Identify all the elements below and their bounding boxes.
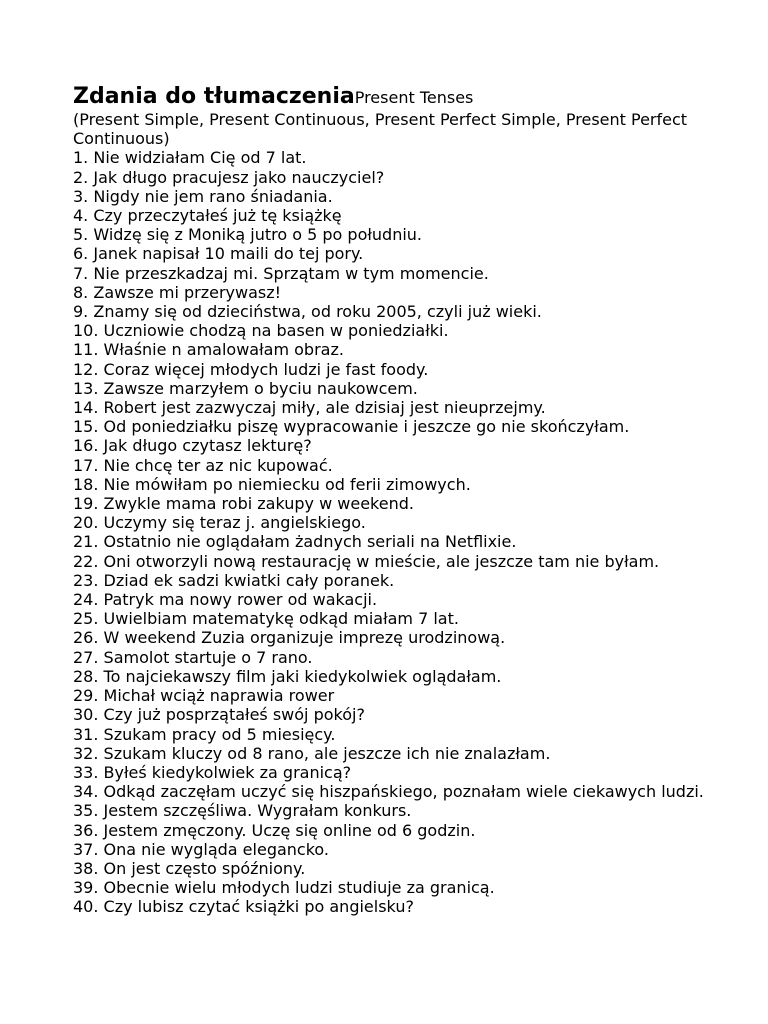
sentence-item: 9. Znamy się od dzieciństwa, od roku 2005, czyli już wieki. — [73, 302, 542, 322]
sentence-item: 36. Jestem zmęczony. Uczę się online od 6 godzin. — [73, 820, 476, 840]
page-subtitle: Present Tenses — [354, 88, 474, 107]
sentence-item: 10. Uczniowie chodzą na basen w poniedziałki. — [73, 321, 449, 341]
sentence-item: 33. Byłeś kiedykolwiek za granicą? — [73, 762, 352, 782]
sentence-item: 14. Robert jest zazwyczaj miły, ale dzisiaj jest nieuprzejmy. — [73, 398, 546, 418]
sentence-item: 11. Właśnie n amalowałam obraz. — [73, 340, 344, 360]
sentence-item: 22. Oni otworzyli nową restaurację w mieście, ale jeszcze tam nie byłam. — [73, 551, 660, 571]
sentence-item: 6. Janek napisał 10 maili do tej pory. — [73, 244, 364, 264]
sentence-item: 29. Michał wciąż naprawia rower — [73, 686, 335, 706]
sentence-item: 12. Coraz więcej młodych ludzi je fast foody. — [73, 359, 429, 379]
sentence-item: 8. Zawsze mi przerywasz! — [73, 282, 282, 302]
sentence-item: 40. Czy lubisz czytać książki po angielsku? — [73, 897, 414, 917]
sentence-item: 15. Od poniedziałku piszę wypracowanie i jeszcze go nie skończyłam. — [73, 417, 630, 437]
page-title: Zdania do tłumaczenia — [73, 84, 355, 109]
sentence-item: 24. Patryk ma nowy rower od wakacji. — [73, 590, 378, 610]
sentence-item: 18. Nie mówiłam po niemiecku od ferii zimowych. — [73, 474, 471, 494]
sentence-item: 31. Szukam pracy od 5 miesięcy. — [73, 724, 336, 744]
sentence-item: 19. Zwykle mama robi zakupy w weekend. — [73, 494, 414, 514]
sentence-item: 1. Nie widziałam Cię od 7 lat. — [73, 148, 307, 168]
sentence-item: 2. Jak długo pracujesz jako nauczyciel? — [73, 167, 385, 187]
sentence-item: 34. Odkąd zaczęłam uczyć się hiszpańskiego, poznałam wiele ciekawych ludzi. — [73, 782, 704, 802]
sentence-item: 38. On jest często spóźniony. — [73, 858, 306, 878]
title-line — [73, 84, 713, 110]
document-page — [73, 84, 713, 917]
sentence-item: 26. W weekend Zuzia organizuje imprezę urodzinową. — [73, 628, 506, 648]
sentence-item: 27. Samolot startuje o 7 rano. — [73, 647, 313, 667]
sentence-item: 20. Uczymy się teraz j. angielskiego. — [73, 513, 366, 533]
sentence-item: 7. Nie przeszkadzaj mi. Sprzątam w tym momencie. — [73, 263, 489, 283]
sentence-item: 5. Widzę się z Moniką jutro o 5 po południu. — [73, 225, 423, 245]
sentence-item: 30. Czy już posprzątałeś swój pokój? — [73, 705, 365, 725]
sentence-item: 25. Uwielbiam matematykę odkąd miałam 7 lat. — [73, 609, 459, 629]
sentence-item: 13. Zawsze marzyłem o byciu naukowcem. — [73, 378, 418, 398]
tenses-note: (Present Simple, Present Continuous, Present Perfect Simple, Present Perfect Continuous) — [73, 110, 688, 149]
sentence-item: 4. Czy przeczytałeś już tę książkę — [73, 206, 342, 226]
sentence-item: 21. Ostatnio nie oglądałam żadnych seriali na Netflixie. — [73, 532, 517, 552]
sentence-item: 3. Nigdy nie jem rano śniadania. — [73, 186, 333, 206]
sentence-item: 32. Szukam kluczy od 8 rano, ale jeszcze ich nie znalazłam. — [73, 743, 551, 763]
sentence-item: 37. Ona nie wygląda elegancko. — [73, 839, 329, 859]
sentence-list — [73, 148, 713, 916]
sentence-item: 23. Dziad ek sadzi kwiatki cały poranek. — [73, 570, 395, 590]
sentence-item: 35. Jestem szczęśliwa. Wygrałam konkurs. — [73, 801, 412, 821]
sentence-item: 28. To najciekawszy film jaki kiedykolwiek oglądałam. — [73, 666, 502, 686]
sentence-item: 16. Jak długo czytasz lekturę? — [73, 436, 312, 456]
sentence-item: 39. Obecnie wielu młodych ludzi studiuje za granicą. — [73, 878, 495, 898]
sentence-item: 17. Nie chcę ter az nic kupować. — [73, 455, 333, 475]
